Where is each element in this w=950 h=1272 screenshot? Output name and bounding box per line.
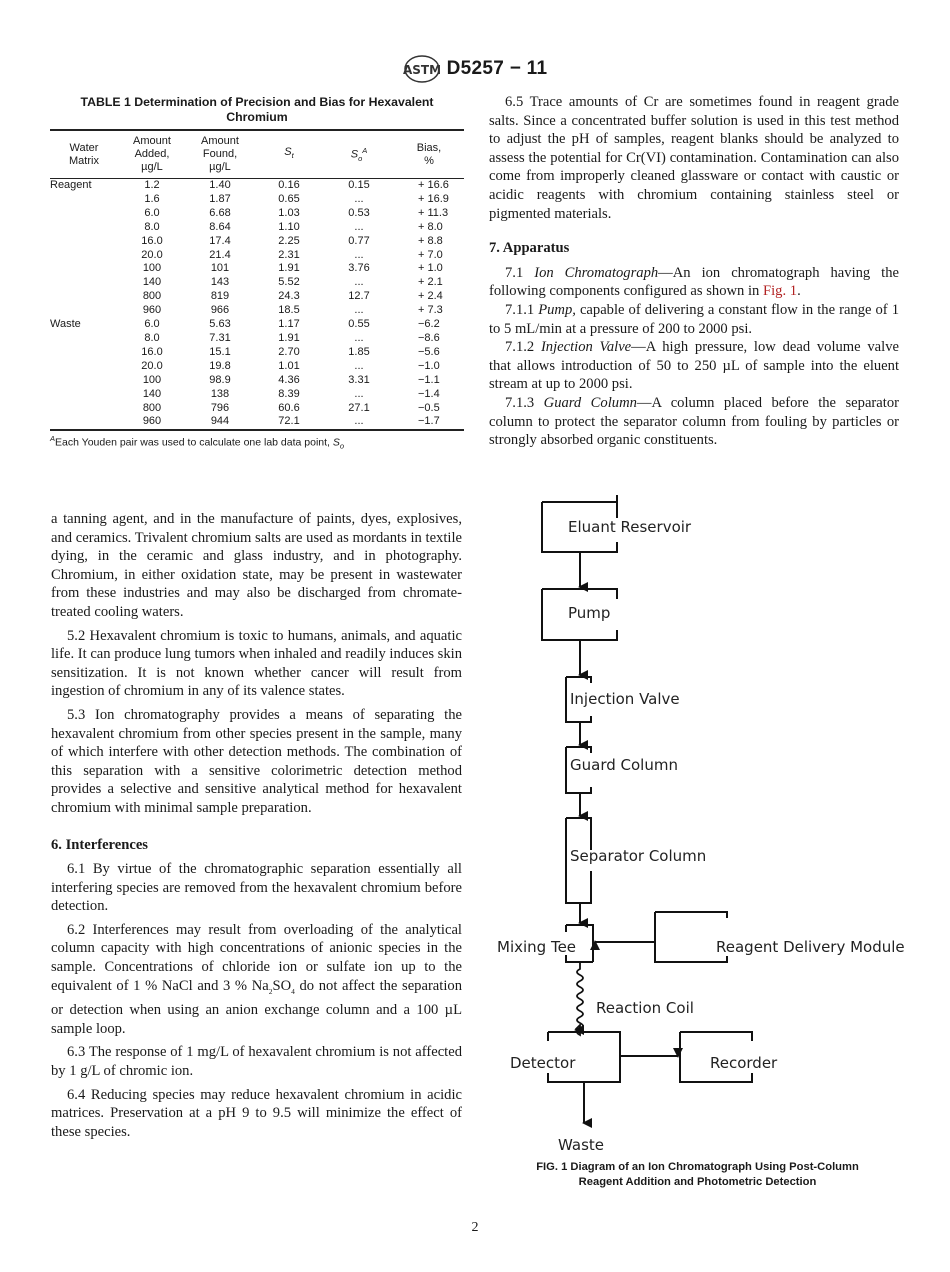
cell-added: 1.6 [144,192,160,205]
page-header [0,52,950,86]
cell-matrix [50,235,118,249]
cell-st: 1.01 [278,359,300,372]
cell-so: ... [354,331,364,344]
cell-so: ... [354,387,364,400]
cell-bias: + 16.6 [418,179,449,191]
cell-found: 966 [210,304,230,317]
cell-so: ... [354,192,364,205]
cell-st: 0.65 [278,192,300,205]
cell-so: 27.1 [348,401,370,414]
cell-added: 100 [142,262,162,275]
astm-logo-icon [403,55,441,83]
table-footnote: $^A$Each Youden pair was used to calculate one lab data point, $S_o$ [50,434,345,451]
cell-matrix [50,388,118,402]
cell-added: 8.0 [144,220,160,233]
cell-added: 16.0 [141,234,163,247]
paragraph-6-3: 6.3 The response of 1 mg/L of hexavalent chromium is not affected by 1 g/L of chromic ion. [51,1044,462,1079]
table-1 [50,95,464,451]
cell-st: 0.16 [278,179,300,191]
cell-matrix [50,276,118,290]
cell-added: 20.0 [141,359,163,372]
node-pump: Pump [568,604,611,622]
cell-matrix [50,360,118,374]
cell-added: 800 [142,290,162,303]
col-header-amount-added: Amount Added, µg/L [133,135,171,173]
cell-bias: + 7.3 [418,304,443,317]
cell-so: 0.55 [348,318,370,331]
cell-found: 17.4 [209,234,231,247]
table-row [50,332,464,346]
cell-st: 18.5 [278,304,300,317]
cell-st: 1.17 [278,318,300,331]
table-header-row [50,130,464,179]
paragraph-5-1-continued: a tanning agent, and in the manufacture of paints, dyes, explosives, and ceramics. Trivalent chromium salts are used as mordants in textile dying, in the ceramic and glass industry, and in photography. Chromium, in either oxidation state, may be present in wastewater from these industries and may also be discharged from chromate-treated cooling waters. [51,511,462,620]
cell-so: 3.76 [348,262,370,275]
figure-caption: FIG. 1 Diagram of an Ion Chromatograph Using Post-Column Reagent Addition and Photometric Detection [536,1161,859,1188]
table-row [50,415,464,430]
cell-added: 960 [142,415,162,428]
cell-matrix [50,332,118,346]
cell-found: 21.4 [209,248,231,261]
cell-bias: + 8.8 [418,234,443,247]
cell-st: 5.52 [278,276,300,289]
table-row [50,374,464,388]
cell-added: 16.0 [141,345,163,358]
cell-found: 98.9 [209,373,231,386]
cell-so: ... [354,359,364,372]
paragraph-6-5: 6.5 Trace amounts of Cr are sometimes found in reagent grade salts. Since a concentrated buffer solution is used in this test method to adjust the pH of samples, reagent blanks should be analyzed to assess the potential for Cr(VI) contamination. Contamination can also come from improperly cleaned glassware or contact with caustic or acidic reagents with chromium containing stainless steel or pigmented materials. [489,94,899,222]
table-row [50,318,464,332]
cell-found: 19.8 [209,359,231,372]
table-row [50,262,464,276]
cell-st: 1.03 [278,206,300,219]
ion-chromatograph-diagram [490,495,910,1165]
paragraph-6-4: 6.4 Reducing species may reduce hexavalent chromium in acidic matrices. Preservation at a pH 9 to 9.5 will minimize the effect of these species. [51,1086,462,1140]
cell-added: 100 [142,373,162,386]
cell-added: 20.0 [141,248,163,261]
col-header-bias: Bias, % [416,141,442,167]
section-heading-interferences: 6. Interferences [51,836,148,853]
cell-matrix [50,402,118,416]
paragraph-7-1-3: 7.1.3 Guard Column—A column placed before the separator column to protect the separator column from fouling by particles or strongly absorbed organic constituents. [489,394,899,449]
cell-bias: −1.4 [418,387,440,400]
paragraph-5-2: 5.2 Hexavalent chromium is toxic to humans, animals, and aquatic life. It can produce lung tumors when inhaled and readily induces skin sensitization. It is not known whether cancer will result from ingestion of chromium in any of its valence states. [51,627,462,700]
cell-st: 1.10 [278,220,300,233]
right-column-text [489,93,899,450]
cell-matrix [50,290,118,304]
cell-found: 6.68 [209,206,231,219]
cell-matrix [50,262,118,276]
cell-bias: + 1.0 [418,262,443,275]
col-header-so: $S_o^A$ [350,146,368,163]
table-row [50,290,464,304]
cell-bias: + 7.0 [418,248,443,261]
col-header-water-matrix: Water Matrix [69,141,99,167]
table-title: TABLE 1 Determination of Precision and Bias for Hexavalent Chromium [80,95,434,124]
table-row [50,221,464,235]
table-body [50,179,464,431]
left-column-text [51,510,462,1146]
cell-st: 24.3 [278,290,300,303]
node-eluant-reservoir: Eluant Reservoir [568,518,692,536]
col-header-st: $S_t$ [284,146,294,161]
cell-matrix: Reagent [50,179,92,191]
cell-so: ... [354,415,364,428]
paragraph-7-1-2: 7.1.2 Injection Valve—A high pressure, low dead volume valve that allows introduction of 50 to 250 µL of sample into the eluent stream at up to 2000 psi. [489,339,899,393]
cell-bias: + 8.0 [418,220,443,233]
cell-added: 140 [142,387,162,400]
cell-bias: −6.2 [418,318,440,331]
page-number: 2 [471,1220,479,1235]
cell-found: 101 [210,262,230,275]
node-guard-column: Guard Column [570,756,678,774]
table-row [50,179,464,193]
cell-so: 1.85 [348,345,370,358]
table-row [50,388,464,402]
cell-found: 15.1 [209,345,231,358]
cell-matrix [50,374,118,388]
cell-so: ... [354,304,364,317]
paragraph-7-1-1: 7.1.1 Pump, capable of delivering a constant flow in the range of 1 to 5 mL/min at a pressure of 200 to 2000 psi. [489,301,899,337]
cell-matrix [50,207,118,221]
paragraph-6-1: 6.1 By virtue of the chromatographic separation essentially all interfering species are removed from the hexavalent chromium before detection. [51,861,462,915]
fig-1-link[interactable]: Fig. 1 [763,283,798,300]
cell-found: 796 [210,401,230,414]
cell-found: 8.64 [209,220,231,233]
reaction-coil-icon [576,962,583,1035]
cell-bias: + 2.1 [418,276,443,289]
cell-bias: −1.0 [418,359,440,372]
precision-bias-table [50,129,464,431]
document-id: D5257 − 11 [446,58,548,79]
cell-added: 960 [142,304,162,317]
node-reaction-coil: Reaction Coil [596,999,694,1017]
cell-bias: + 11.3 [418,206,449,219]
cell-bias: + 2.4 [418,290,443,303]
cell-found: 143 [210,276,230,289]
cell-added: 140 [142,276,162,289]
table-row [50,207,464,221]
node-separator-column: Separator Column [570,847,707,865]
cell-so: ... [354,248,364,261]
cell-st: 2.70 [278,345,300,358]
cell-so: 0.53 [348,206,370,219]
cell-matrix [50,304,118,318]
cell-matrix [50,415,118,430]
table-row [50,346,464,360]
section-heading-apparatus: 7. Apparatus [489,240,570,257]
cell-matrix: Waste [50,318,81,331]
cell-bias: −0.5 [418,401,440,414]
cell-bias: −1.1 [418,373,440,386]
col-header-amount-found: Amount Found, µg/L [201,135,239,173]
cell-found: 819 [210,290,230,303]
cell-so: 3.31 [348,373,370,386]
cell-so: 0.15 [348,179,370,191]
table-row [50,276,464,290]
table-row [50,304,464,318]
cell-bias: −8.6 [418,331,440,344]
cell-matrix [50,221,118,235]
cell-st: 72.1 [278,415,300,428]
node-recorder: Recorder [710,1054,778,1072]
cell-so: ... [354,220,364,233]
cell-found: 7.31 [209,331,231,344]
table-row [50,193,464,207]
cell-so: 12.7 [348,290,370,303]
cell-bias: −1.7 [418,415,440,428]
cell-bias: −5.6 [418,345,440,358]
cell-st: 2.31 [278,248,300,261]
table-row [50,249,464,263]
cell-found: 138 [210,387,230,400]
node-detector: Detector [510,1054,576,1072]
cell-found: 1.87 [209,192,231,205]
cell-st: 4.36 [278,373,300,386]
cell-matrix [50,193,118,207]
cell-added: 800 [142,401,162,414]
table-row [50,235,464,249]
paragraph-6-2: 6.2 Interferences may result from overloading of the analytical column capacity with high concentrations of anionic species in the sample. Concentrations of chloride ion or sulfate ion up to the equivalent of 1 % NaCl and 3 % $Na_2SO_4$ do not affect the separation or detection when using an anion exchange column and a 100 µL sample loop. [51,921,462,1037]
cell-found: 1.40 [209,179,231,191]
table-row [50,402,464,416]
cell-found: 944 [210,415,230,428]
node-waste: Waste [558,1136,604,1154]
table-row [50,360,464,374]
cell-matrix [50,249,118,263]
cell-added: 1.2 [144,179,160,191]
svg-text:ASTM: ASTM [402,63,441,77]
paragraph-5-3: 5.3 Ion chromatography provides a means of separating the hexavalent chromium from other species present in the sample, many of which interfere with other detection methods. The combination of this separation with a sensitive colorimetric detection method provides a selective and sensitive analytical method for hexavalent chromium with minimal sample preparation. [51,706,462,816]
node-injection-valve: Injection Valve [570,690,680,708]
cell-st: 2.25 [278,234,300,247]
cell-bias: + 16.9 [418,192,449,205]
cell-added: 6.0 [144,318,160,331]
cell-found: 5.63 [209,318,231,331]
cell-so: 0.77 [348,234,370,247]
paragraph-7-1: 7.1 Ion Chromatograph—An ion chromatograph having the following components configured as shown in Fig. 1. [489,264,900,300]
cell-so: ... [354,276,364,289]
node-reagent-delivery-module: Reagent Delivery Module [716,938,905,956]
cell-st: 1.91 [278,331,300,344]
cell-added: 8.0 [144,331,160,344]
node-mixing-tee: Mixing Tee [497,938,577,956]
cell-matrix [50,346,118,360]
cell-st: 8.39 [278,387,300,400]
cell-st: 1.91 [278,262,300,275]
cell-st: 60.6 [278,401,300,414]
cell-added: 6.0 [144,206,160,219]
